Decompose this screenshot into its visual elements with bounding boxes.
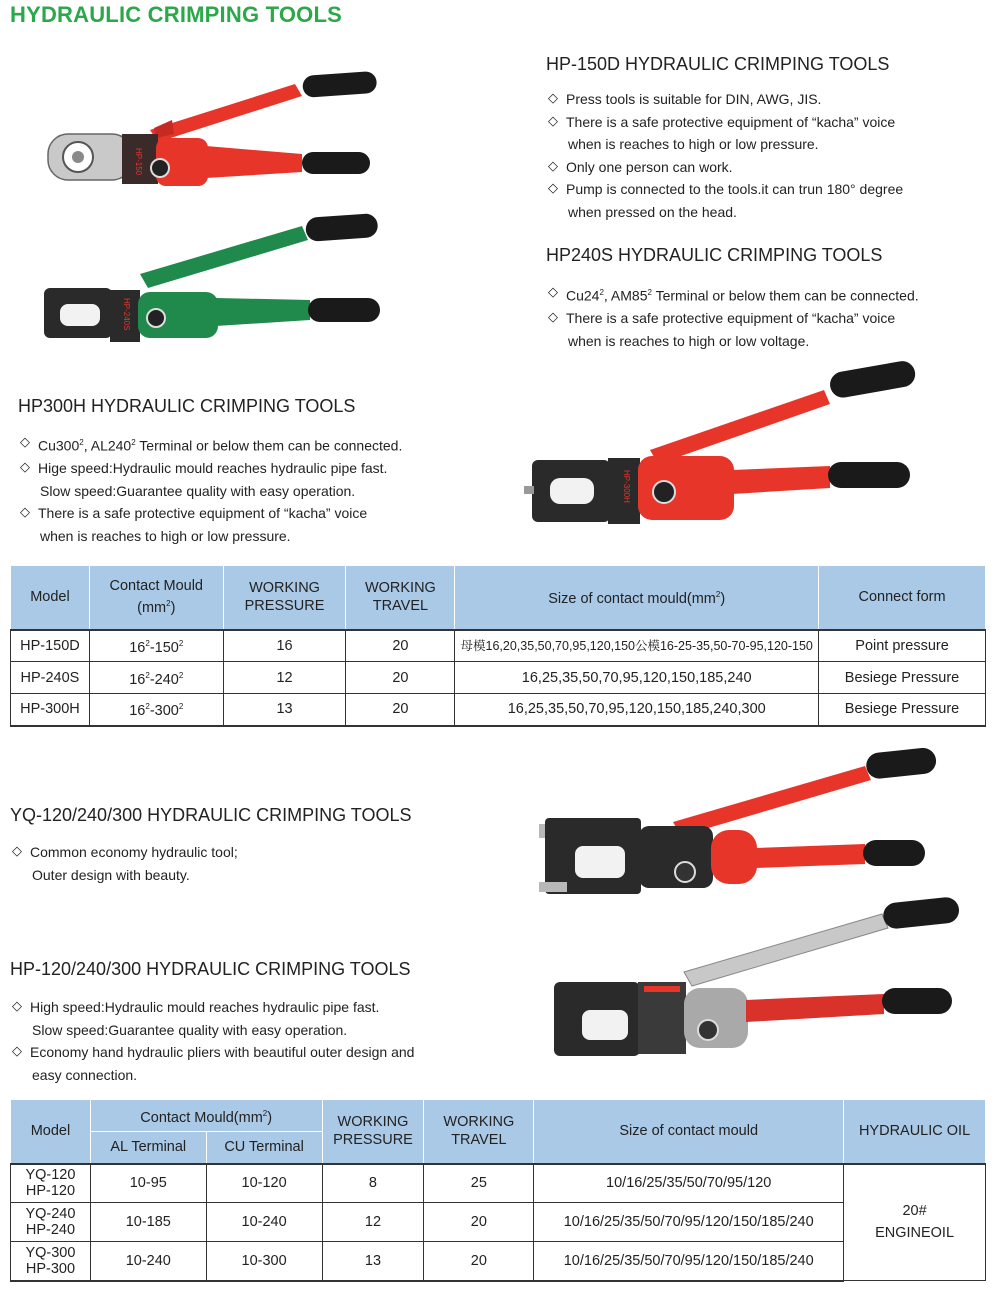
bullet-continuation: when is reaches to high or low pressure.	[568, 136, 819, 152]
hp-240s-tool-image	[40, 212, 385, 352]
cell-pressure: 13	[322, 1242, 424, 1281]
bullet-continuation: easy connection.	[32, 1066, 138, 1083]
text: TRAVEL	[372, 598, 429, 615]
text: 16	[129, 639, 146, 656]
bullet-item: ◇ Common economy hydraulic tool;	[12, 841, 238, 864]
col-header-connect-form: Connect form	[819, 566, 986, 630]
text: PRESSURE	[333, 1132, 413, 1149]
hp-300h-bullets	[20, 432, 402, 547]
text: (mm	[137, 600, 167, 617]
superscript: 2	[178, 638, 184, 648]
text: Contact Mould	[109, 578, 203, 595]
text: HP-300	[25, 1260, 76, 1277]
text: 16	[129, 703, 146, 720]
col-header-contact-mould	[89, 566, 223, 630]
table-header-row	[11, 566, 986, 630]
bullet-continuation: Slow speed:Guarantee quality with easy operation.	[32, 1021, 348, 1038]
cell-model: HP-150D	[11, 630, 90, 662]
text: PRESSURE	[244, 598, 325, 615]
cell-model: HP-300H	[11, 694, 90, 726]
text: , AL240	[83, 437, 132, 454]
text: HP-240	[25, 1222, 76, 1238]
table-header-row	[11, 1100, 986, 1132]
text: YQ-300	[25, 1244, 76, 1261]
col-header-working-pressure	[322, 1100, 424, 1164]
text: )	[720, 591, 726, 608]
superscript: 2	[647, 288, 652, 297]
hp-120-title: HP-120/240/300 HYDRAULIC CRIMPING TOOLS	[10, 959, 411, 979]
text: Cu300	[38, 437, 80, 454]
bullet-item: ◇ High speed:Hydraulic mould reaches hydraulic pipe fast.	[12, 996, 414, 1019]
cell-travel: 25	[424, 1164, 534, 1203]
text: )	[170, 600, 176, 617]
superscript: 2	[715, 590, 721, 600]
bullet-continuation: Outer design with beauty.	[32, 866, 190, 883]
yq-bullets	[12, 841, 238, 886]
cell-hydraulic-oil	[844, 1164, 986, 1281]
text: HP-120	[25, 1183, 76, 1200]
bullet-continuation: Slow speed:Guarantee quality with easy operation.	[40, 482, 356, 499]
cell-contact-mould	[89, 694, 223, 726]
cell-al: 10-240	[90, 1242, 206, 1281]
bullet-item: ◇ There is a safe protective equipment of “kacha” voice	[548, 111, 903, 134]
cell-connect: Besiege Pressure	[819, 662, 986, 694]
col-header-hydraulic-oil: HYDRAULIC OIL	[844, 1100, 986, 1164]
text: TRAVEL	[451, 1132, 507, 1149]
tool-label-hp300: HP-300H	[622, 470, 631, 503]
bullet-item: ◇ There is a safe protective equipment of “kacha” voice	[20, 502, 402, 525]
hp-150d-bullets	[548, 88, 903, 223]
tool-label-hp240: HP-240S	[122, 298, 131, 331]
hp-300h-title: HP300H HYDRAULIC CRIMPING TOOLS	[18, 396, 356, 416]
col-header-working-travel	[346, 566, 455, 630]
cell-pressure: 16	[223, 630, 346, 662]
table-row	[11, 662, 986, 694]
text: Terminal or below them can be connected.	[135, 437, 403, 454]
hp-240s-title: HP240S HYDRAULIC CRIMPING TOOLS	[546, 245, 883, 265]
superscript: 2	[79, 438, 84, 447]
bullet-continuation: when is reaches to high or low voltage.	[568, 332, 810, 349]
bullet-item	[548, 282, 919, 307]
col-header-model: Model	[11, 566, 90, 630]
cell-size: 母模16,20,35,50,70,95,120,150公模16-25-35,50-70-95,120-150	[455, 630, 819, 662]
cell-travel: 20	[346, 662, 455, 694]
text: WORKING	[443, 1114, 515, 1131]
text: 16	[129, 671, 146, 688]
text: Size of contact mould(mm	[548, 591, 716, 608]
text: WORKING	[364, 580, 436, 597]
tool-label-hp150: HP-150	[134, 148, 143, 176]
table-row	[11, 694, 986, 726]
text: Contact Mould(mm	[140, 1109, 263, 1126]
text: 20#	[902, 1203, 927, 1220]
bullet-item: ◇ There is a safe protective equipment of “kacha” voice	[548, 307, 919, 330]
bullet-item: ◇ Economy hand hydraulic pliers with beautiful outer design and	[12, 1041, 414, 1064]
col-header-size	[455, 566, 819, 630]
cell-size: 16,25,35,50,70,95,120,150,185,240,300	[455, 694, 819, 726]
cell-size: 10/16/25/35/50/70/95/120/150/185/240	[534, 1242, 844, 1281]
superscript: 2	[166, 599, 171, 609]
superscript: 2	[131, 438, 136, 447]
cell-size: 10/16/25/35/50/70/95/120/150/185/240	[534, 1203, 844, 1242]
hp-spec-table	[10, 565, 986, 727]
col-header-working-pressure	[223, 566, 346, 630]
table-row	[11, 1203, 986, 1242]
text: WORKING	[249, 580, 320, 597]
cell-al: 10-95	[90, 1164, 206, 1203]
superscript: 2	[178, 670, 184, 680]
col-header-size: Size of contact mould	[534, 1100, 844, 1164]
cell-al: 10-185	[90, 1203, 206, 1242]
cell-cu: 10-120	[206, 1164, 322, 1203]
cell-size: 16,25,35,50,70,95,120,150,185,240	[455, 662, 819, 694]
col-header-contact-mould	[90, 1100, 322, 1132]
cell-pressure: 13	[223, 694, 346, 726]
superscript: 2	[178, 702, 184, 712]
hp-150d-title: HP-150D HYDRAULIC CRIMPING TOOLS	[546, 54, 890, 74]
cell-model: HP-240S	[11, 662, 90, 694]
cell-connect: Besiege Pressure	[819, 694, 986, 726]
cell-cu: 10-240	[206, 1203, 322, 1242]
cell-travel: 20	[346, 630, 455, 662]
superscript: 2	[599, 288, 604, 297]
bullet-continuation: when pressed on the head.	[568, 203, 737, 220]
bullet-item: ◇ Only one person can work.	[548, 156, 903, 179]
cell-contact-mould	[89, 630, 223, 662]
col-header-cu-terminal: CU Terminal	[206, 1132, 322, 1164]
cell-pressure: 12	[223, 662, 346, 694]
page-title: HYDRAULIC CRIMPING TOOLS	[10, 2, 342, 27]
hp-120-tool-image	[552, 900, 962, 1065]
text: Cu24	[566, 287, 600, 304]
bullet-item: ◇ Pump is connected to the tools.it can trun 180° degree	[548, 178, 903, 201]
hp-150d-tool-image	[40, 68, 380, 198]
table-row	[11, 1164, 986, 1203]
cell-model	[11, 1164, 91, 1203]
hp-240s-bullets	[548, 282, 919, 352]
bullet-item: ◇ Press tools is suitable for DIN, AWG, JIS.	[548, 88, 903, 111]
text: )	[267, 1109, 273, 1126]
cell-contact-mould	[89, 662, 223, 694]
text: -300	[149, 703, 179, 720]
text: -150	[149, 639, 179, 656]
bullet-item	[20, 432, 402, 457]
text: YQ-120	[25, 1167, 76, 1184]
text: Terminal or below them can be connected.	[651, 287, 919, 304]
text: , AM85	[603, 287, 648, 304]
yq-tool-image	[535, 752, 935, 902]
superscript: 2	[145, 702, 150, 712]
text: -240	[149, 671, 179, 688]
superscript: 2	[145, 670, 150, 680]
bullet-continuation: when is reaches to high or low pressure.	[40, 527, 291, 544]
cell-travel: 20	[424, 1242, 534, 1281]
superscript: 2	[145, 638, 150, 648]
text: YQ-240	[25, 1206, 76, 1222]
cell-pressure: 8	[322, 1164, 424, 1203]
col-header-working-travel	[424, 1100, 534, 1164]
text: ENGINEOIL	[875, 1225, 955, 1242]
cell-pressure: 12	[322, 1203, 424, 1242]
cell-model	[11, 1242, 91, 1281]
superscript: 2	[262, 1108, 268, 1118]
bullet-item: ◇ Hige speed:Hydraulic mould reaches hydraulic pipe fast.	[20, 457, 402, 480]
cell-size: 10/16/25/35/50/70/95/120	[534, 1164, 844, 1203]
col-header-model: Model	[11, 1100, 91, 1164]
col-header-al-terminal: AL Terminal	[90, 1132, 206, 1164]
cell-connect: Point pressure	[819, 630, 986, 662]
cell-travel: 20	[346, 694, 455, 726]
yq-title: YQ-120/240/300 HYDRAULIC CRIMPING TOOLS	[10, 805, 412, 825]
hp-120-bullets	[12, 996, 414, 1086]
yq-hp-spec-table	[10, 1099, 986, 1282]
cell-travel: 20	[424, 1203, 534, 1242]
table-row	[11, 630, 986, 662]
hp-300h-tool-image	[522, 370, 917, 530]
cell-model	[11, 1203, 91, 1242]
table-row	[11, 1242, 986, 1281]
cell-cu: 10-300	[206, 1242, 322, 1281]
text: WORKING	[337, 1114, 409, 1131]
